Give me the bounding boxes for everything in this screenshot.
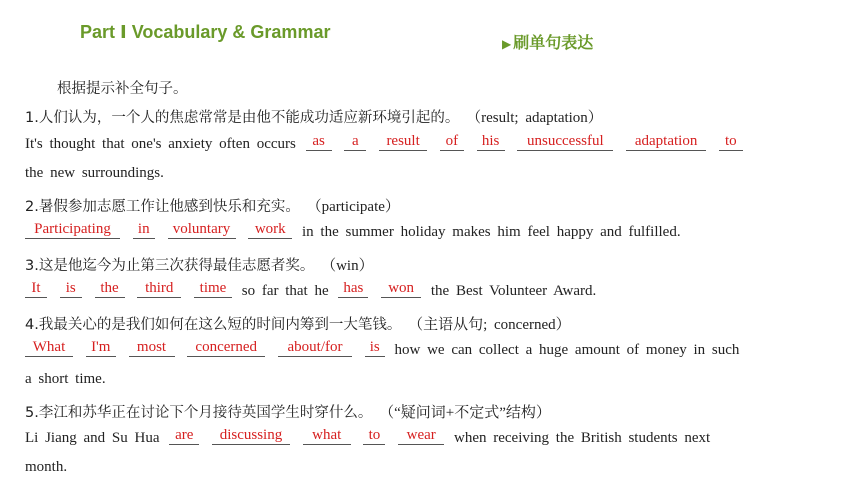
question-1-answer-line	[25, 133, 746, 154]
answer-blank: a	[344, 133, 366, 151]
question-5-text-post2: month.	[25, 459, 68, 475]
question-5-chinese: 5.李江和苏华正在讨论下个月接待英国学生时穿什么。	[25, 405, 373, 421]
question-1-chinese: 1.人们认为，一个人的焦虑常常是由他不能成功适应新环境引起的。	[25, 110, 460, 126]
question-3-answer-line	[25, 280, 597, 301]
question-1-prompt	[25, 106, 603, 127]
answer-blank: is	[365, 339, 385, 357]
answer-blank: time	[194, 280, 232, 298]
answer-blank: discussing	[212, 427, 290, 445]
question-4-text-post: how we can collect a huge amount of money in such	[394, 342, 740, 358]
answer-blank: is	[60, 280, 82, 298]
question-5-prompt	[25, 401, 551, 422]
answer-blank: has	[338, 280, 368, 298]
question-2-hint: （participate）	[306, 199, 400, 215]
answer-blank: What	[25, 339, 73, 357]
question-4-text-post2: a short time.	[25, 371, 106, 387]
question-5-text-pre: Li Jiang and Su Hua	[25, 430, 160, 446]
question-3-hint: （win）	[321, 258, 374, 274]
answer-blank: It	[25, 280, 47, 298]
answer-blank: voluntary	[168, 221, 236, 239]
answer-blank: about/for	[278, 339, 352, 357]
answer-blank: the	[95, 280, 125, 298]
answer-blank: concerned	[187, 339, 265, 357]
play-triangle-icon: ▶	[502, 37, 512, 51]
section-label-text: 刷单句表达	[513, 33, 594, 52]
answer-blank: I'm	[86, 339, 116, 357]
answer-blank: his	[477, 133, 505, 151]
answer-blank: to	[363, 427, 385, 445]
question-2-answer-line	[25, 221, 681, 242]
question-3-prompt	[25, 254, 374, 275]
answer-blank: are	[169, 427, 199, 445]
answer-blank: in	[133, 221, 155, 239]
question-4-prompt	[25, 313, 571, 334]
answer-blank: to	[719, 133, 743, 151]
question-4-answer-line	[25, 339, 740, 360]
question-2-prompt	[25, 195, 400, 216]
answer-blank: Participating	[25, 221, 120, 239]
answer-blank: adaptation	[626, 133, 706, 151]
answer-blank: work	[248, 221, 292, 239]
answer-blank: won	[381, 280, 421, 298]
question-5-text-post: when receiving the British students next	[453, 430, 711, 446]
answer-blank: third	[137, 280, 181, 298]
answer-blank: wear	[398, 427, 444, 445]
question-3-text-post: the Best Volunteer Award.	[430, 283, 597, 299]
answer-blank: what	[303, 427, 351, 445]
question-3-text-mid: so far that he	[241, 283, 329, 299]
instruction: 根据提示补全句子。	[57, 81, 188, 97]
question-5-hint: （“疑问词+不定式”结构）	[379, 405, 551, 421]
section-label	[502, 30, 593, 53]
question-4-chinese: 4.我最关心的是我们如何在这么短的时间内筹到一大笔钱。	[25, 317, 402, 333]
question-2-text-post: in the summer holiday makes him feel happy and fulfilled.	[302, 224, 681, 240]
answer-blank: result	[379, 133, 427, 151]
answer-blank: unsuccessful	[517, 133, 613, 151]
question-1-text-pre: It's thought that one's anxiety often occurs	[25, 136, 296, 152]
question-5-answer-line	[25, 427, 711, 448]
answer-blank: most	[129, 339, 175, 357]
question-3-chinese: 3.这是他迄今为止第三次获得最佳志愿者奖。	[25, 258, 315, 274]
question-4-hint: （主语从句; concerned）	[408, 317, 571, 333]
question-1-text-post: the new surroundings.	[25, 165, 164, 181]
answer-blank: as	[306, 133, 332, 151]
question-2-chinese: 2.暑假参加志愿工作让他感到快乐和充实。	[25, 199, 300, 215]
answer-blank: of	[440, 133, 464, 151]
header-title: Part Ⅰ Vocabulary & Grammar	[80, 22, 331, 42]
question-1-hint: （result; adaptation）	[466, 110, 603, 126]
